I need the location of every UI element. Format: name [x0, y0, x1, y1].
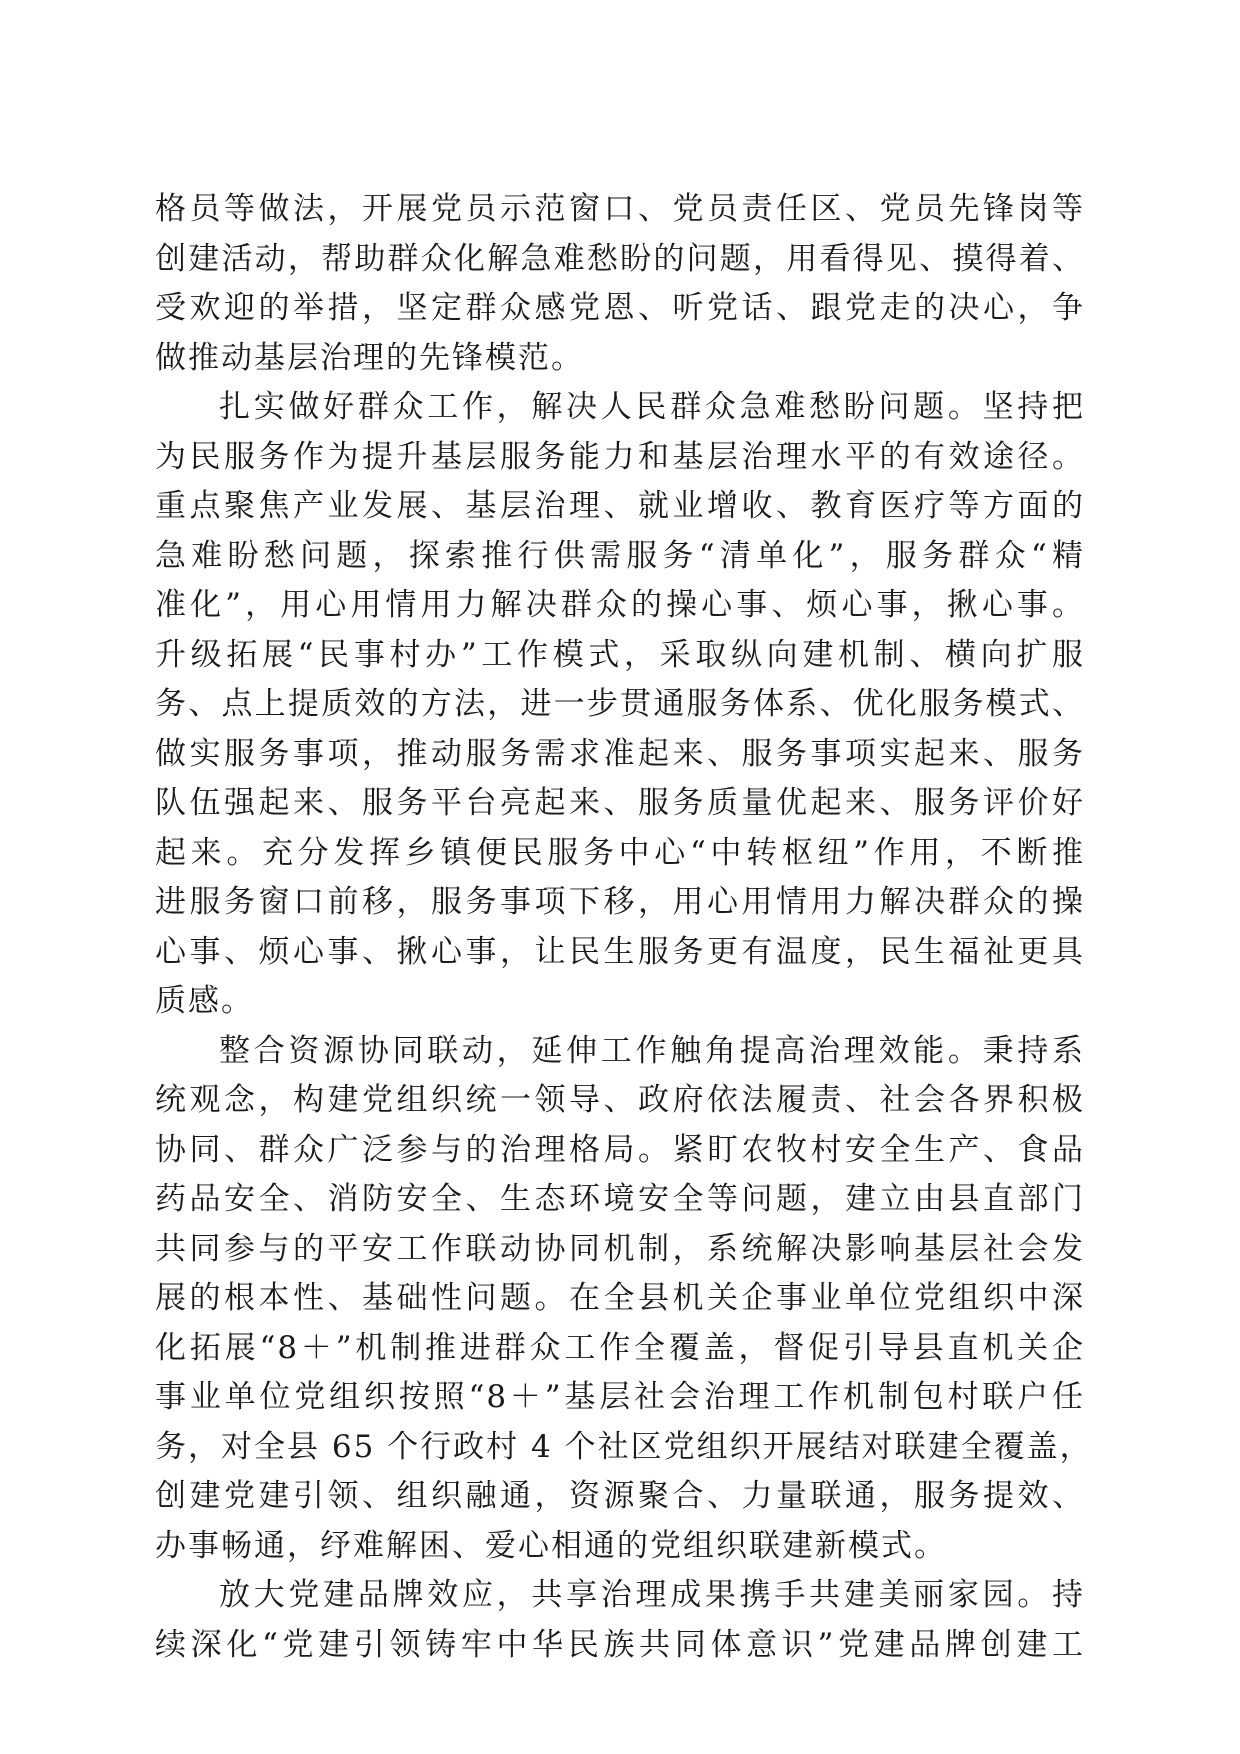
- text-line: 心事、烦心事、揪心事，让民生服务更有温度，民生福祉更具: [155, 933, 1085, 970]
- text-line: 药品安全、消防安全、生态环境安全等问题，建立由县直部门: [155, 1181, 1085, 1217]
- text-line: 质感。: [155, 983, 254, 1019]
- paragraph-1: [155, 185, 1085, 383]
- text-line: 展的根本性、基础性问题。在全县机关企事业单位党组织中深: [155, 1280, 1085, 1316]
- paragraph-3: [155, 1027, 1093, 1572]
- text-line: 起来。充分发挥乡镇便民服务中心“中转枢纽”作用，不断推: [155, 834, 1085, 871]
- text-line: 续深化“党建引领铸牢中华民族共同体意识”党建品牌创建工: [155, 1626, 1085, 1663]
- text-line: 务、点上提质效的方法，进一步贯通服务体系、优化服务模式、: [155, 686, 1085, 722]
- text-line: 共同参与的平安工作联动协同机制，系统解决影响基层社会发: [155, 1230, 1085, 1267]
- text-line: 受欢迎的举措，坚定群众感党恩、听党话、跟党走的决心，争: [155, 290, 1085, 326]
- text-line: 做推动基层治理的先锋模范。: [155, 339, 584, 376]
- text-line: 急难盼愁问题，探索推行供需服务“清单化”，服务群众“精: [155, 537, 1085, 574]
- text-line: 准化”，用心用情用力解决群众的操心事、烦心事，揪心事。: [155, 587, 1085, 623]
- paragraph-4: [155, 1571, 1085, 1670]
- text-line: 队伍强起来、服务平台亮起来、服务质量优起来、服务评价好: [155, 785, 1085, 821]
- paragraph-2: [155, 383, 1085, 1027]
- text-line: 办事畅通，纾难解困、爱心相通的党组织联建新模式。: [155, 1527, 947, 1564]
- text-line: 放大党建品牌效应，共享治理成果携手共建美丽家园。持: [219, 1577, 1085, 1613]
- text-line: 重点聚焦产业发展、基层治理、就业增收、教育医疗等方面的: [155, 488, 1085, 524]
- text-line: 事业单位党组织按照“8＋”基层社会治理工作机制包村联户任: [155, 1379, 1085, 1415]
- text-line: 创建活动，帮助群众化解急难愁盼的问题，用看得见、摸得着、: [155, 240, 1085, 277]
- text-line: 统观念，构建党组织统一领导、政府依法履责、社会各界积极: [155, 1082, 1085, 1118]
- text-line: 做实服务事项，推动服务需求准起来、服务事项实起来、服务: [155, 735, 1085, 772]
- text-line: 整合资源协同联动，延伸工作触角提高治理效能。秉持系: [219, 1032, 1085, 1069]
- text-line: 扎实做好群众工作，解决人民群众急难愁盼问题。坚持把: [219, 389, 1085, 425]
- text-line: 协同、群众广泛参与的治理格局。紧盯农牧村安全生产、食品: [155, 1131, 1085, 1168]
- text-line: 创建党建引领、组织融通，资源聚合、力量联通，服务提效、: [155, 1478, 1085, 1514]
- text-line: 升级拓展“民事村办”工作模式，采取纵向建机制、横向扩服: [155, 636, 1085, 673]
- text-line: 格员等做法，开展党员示范窗口、党员责任区、党员先锋岗等: [155, 191, 1085, 227]
- text-line: 化拓展“8＋”机制推进群众工作全覆盖，督促引导县直机关企: [155, 1329, 1085, 1366]
- text-line: 进服务窗口前移，服务事项下移，用心用情用力解决群众的操: [155, 884, 1085, 920]
- text-line: 为民服务作为提升基层服务能力和基层治理水平的有效途径。: [155, 438, 1085, 475]
- text-line: 务，对全县 65 个行政村 4 个社区党组织开展结对联建全覆盖，: [155, 1428, 1093, 1465]
- document-body: [155, 185, 1093, 1670]
